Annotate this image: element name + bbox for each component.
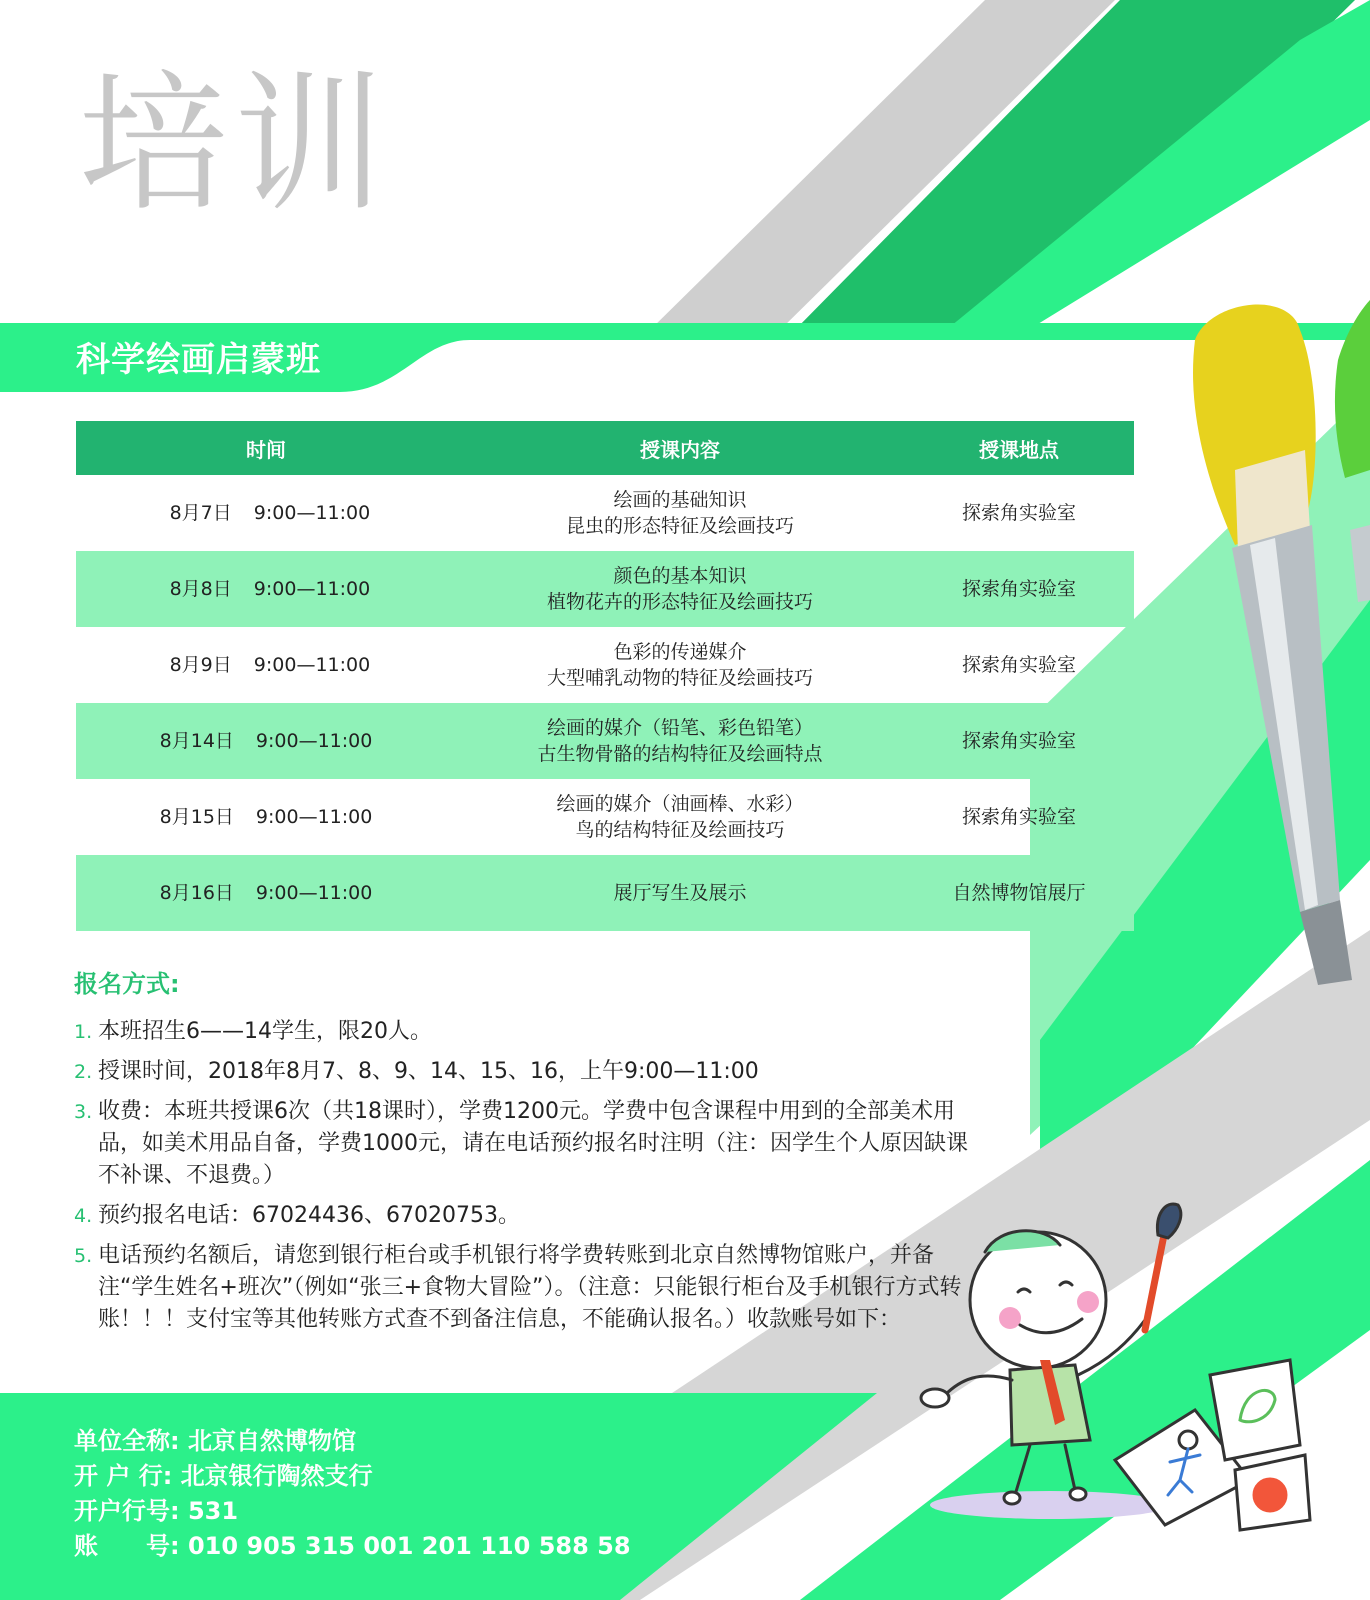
table-row — [76, 475, 1134, 551]
bank-code-value: 531 — [187, 1497, 239, 1525]
content-line: 绘画的基础知识 — [613, 489, 747, 511]
table-row — [76, 703, 1134, 779]
bank-row-code — [74, 1494, 631, 1529]
content-line: 绘画的媒介（油画棒、水彩） — [556, 793, 804, 815]
content-line: 植物花卉的形态特征及绘画技巧 — [546, 591, 813, 613]
cell-time — [76, 551, 456, 627]
item-text: 授课时间，2018年8月7、8、9、14、15、16，上午9:00—11:00 — [98, 1059, 759, 1084]
list-item — [74, 1096, 974, 1192]
registration-heading: 报名方式: — [74, 970, 180, 998]
header-content: 授课内容 — [456, 421, 904, 475]
time: 9:00—11:00 — [253, 502, 371, 524]
header-location: 授课地点 — [904, 421, 1134, 475]
cell-content — [456, 855, 904, 931]
date: 8月9日 — [169, 654, 232, 676]
course-banner-title: 科学绘画启蒙班 — [76, 340, 321, 380]
cell-location: 探索角实验室 — [904, 551, 1134, 627]
item-text: 电话预约名额后，请您到银行柜台或手机银行将学费转账到北京自然博物馆账户，并备注“学生姓名+班次”（例如“张三+食物大冒险”）。（注意：只能银行柜台及手机银行方式转账！！！支付宝等其他转账方式查不到备注信息，不能确认报名。）收款账号如下： — [98, 1243, 962, 1332]
item-number: 3. — [74, 1101, 93, 1123]
bank-row-account — [74, 1529, 631, 1564]
cell-location: 探索角实验室 — [961, 654, 1076, 676]
content-line: 大型哺乳动物的特征及绘画技巧 — [546, 667, 813, 689]
schedule-table — [76, 421, 1134, 931]
account-value: 010 905 315 001 201 110 588 58 — [187, 1532, 631, 1560]
date: 8月14日 — [159, 730, 234, 752]
table-row — [76, 551, 1134, 627]
bank-name-label: 单位全称: — [74, 1427, 180, 1455]
cell-content — [456, 779, 904, 855]
content-line: 绘画的媒介（铅笔、彩色铅笔） — [546, 717, 813, 739]
item-text: 收费：本班共授课6次（共18课时），学费1200元。学费中包含课程中用到的全部美术用品，如美术用品自备，学费1000元，请在电话预约报名时注明（注：因学生个人原因缺课不补课、不退费。） — [98, 1099, 968, 1188]
bank-name-value: 北京自然博物馆 — [187, 1427, 356, 1455]
content-line: 鸟的结构特征及绘画技巧 — [575, 819, 785, 841]
cell-content — [456, 475, 904, 551]
item-text: 本班招生6——14学生，限20人。 — [98, 1019, 432, 1044]
date: 8月8日 — [169, 578, 232, 600]
cell-time — [76, 475, 456, 551]
item-number: 5. — [74, 1245, 93, 1267]
content-line: 色彩的传递媒介 — [613, 641, 747, 663]
item-number: 2. — [74, 1061, 93, 1083]
cell-location: 探索角实验室 — [904, 703, 1134, 779]
cell-content — [456, 551, 904, 627]
date: 8月15日 — [159, 806, 234, 828]
time: 9:00—11:00 — [253, 654, 371, 676]
schedule-header-row — [76, 421, 1134, 475]
content-line: 昆虫的形态特征及绘画技巧 — [565, 515, 794, 537]
bank-info — [74, 1424, 631, 1564]
table-row — [76, 627, 1134, 703]
date: 8月16日 — [159, 882, 234, 904]
time: 9:00—11:00 — [255, 806, 373, 828]
bank-row-name — [74, 1424, 631, 1459]
cell-content — [456, 627, 904, 703]
table-row — [76, 779, 1134, 855]
cell-time — [76, 855, 456, 931]
bank-code-label: 开户行号: — [74, 1497, 180, 1525]
time: 9:00—11:00 — [255, 882, 373, 904]
content-line: 颜色的基本知识 — [613, 565, 747, 587]
bank-label: 开 户 行: — [74, 1462, 173, 1490]
cell-content — [456, 703, 904, 779]
page-title: 培训 — [78, 58, 391, 232]
header-time: 时间 — [76, 421, 456, 475]
cell-time — [76, 779, 456, 855]
date: 8月7日 — [169, 502, 232, 524]
content-line: 古生物骨骼的结构特征及绘画特点 — [537, 743, 823, 765]
list-item — [74, 1016, 974, 1048]
bank-value: 北京银行陶然支行 — [180, 1462, 373, 1490]
account-label: 账 号: — [74, 1532, 180, 1560]
registration-list — [74, 1016, 974, 1344]
time: 9:00—11:00 — [255, 730, 373, 752]
cell-time — [76, 627, 456, 703]
time: 9:00—11:00 — [253, 578, 371, 600]
list-item — [74, 1056, 974, 1088]
bank-row-bank — [74, 1459, 631, 1494]
cell-location: 探索角实验室 — [961, 502, 1076, 524]
cell-location: 自然博物馆展厅 — [904, 855, 1134, 931]
list-item — [74, 1200, 974, 1232]
content-line: 展厅写生及展示 — [613, 882, 747, 904]
item-number: 4. — [74, 1205, 93, 1227]
list-item — [74, 1240, 974, 1336]
cell-location: 探索角实验室 — [961, 806, 1076, 828]
cell-time — [76, 703, 456, 779]
table-row — [76, 855, 1134, 931]
item-text: 预约报名电话：67024436、67020753。 — [98, 1203, 520, 1228]
item-number: 1. — [74, 1021, 93, 1043]
